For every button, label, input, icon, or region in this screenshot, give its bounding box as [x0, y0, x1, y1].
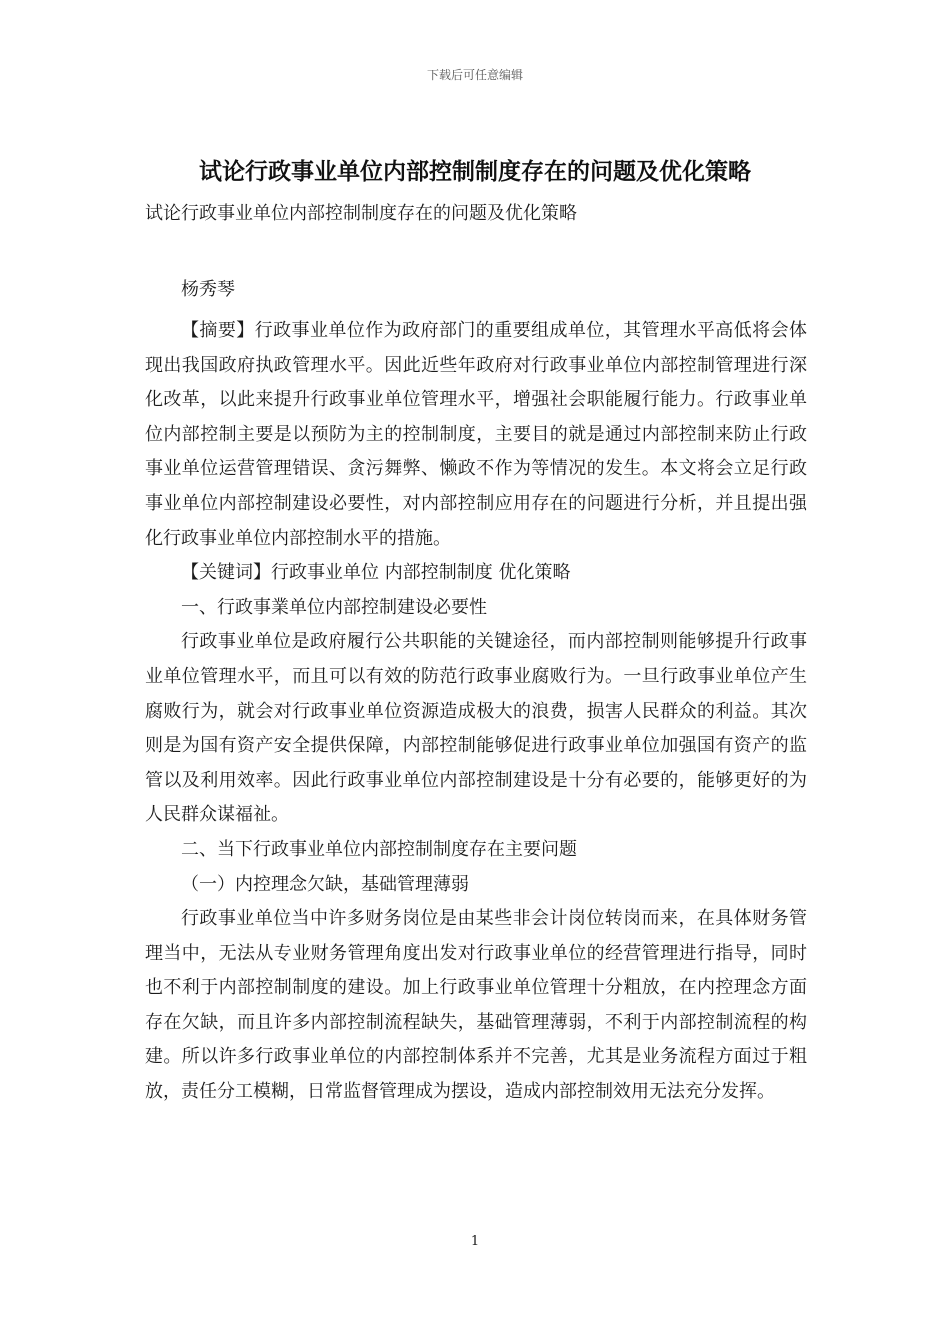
page-title: 试论行政事业单位内部控制制度存在的问题及优化策略	[199, 158, 751, 185]
body-paragraph: 行政事业单位是政府履行公共职能的关键途径，而内部控制则能够提升行政事业单位管理水平，而且可以有效的防范行政事业腐败行为。一旦行政事业单位产生腐败行为，就会对行政事业单位资源造成极大的浪费，损害人民群众的利益。其次则是为国有资产安全提供保障，内部控制能够促进行政事业单位加强国有资产的监管以及利用效率。因此行政事业单位内部控制建设是十分有必要的，能够更好的为人民群众谋福祉。	[145, 631, 807, 826]
document-body	[145, 314, 807, 1110]
author-name: 杨秀琴	[181, 279, 235, 300]
page-number: 1	[470, 1234, 480, 1249]
abstract-paragraph: 【摘要】行政事业单位作为政府部门的重要组成单位，其管理水平高低将会体现出我国政府执政管理水平。因此近些年政府对行政事业单位内部控制管理进行深化改革，以此来提升行政事业单位管理水平，增强社会职能履行能力。行政事业单位内部控制主要是以预防为主的控制制度，主要目的就是通过内部控制来防止行政事业单位运营管理错误、贪污舞弊、懒政不作为等情况的发生。本文将会立足行政事业单位内部控制建设必要性，对内部控制应用存在的问题进行分析，并且提出强化行政事业单位内部控制水平的措施。	[145, 320, 807, 549]
keywords-paragraph: 【关键词】行政事业单位 内部控制制度 优化策略	[181, 562, 571, 584]
section-heading-2: 二、当下行政事业单位内部控制制度存在主要问题	[181, 838, 577, 860]
page-subtitle: 试论行政事业单位内部控制制度存在的问题及优化策略	[145, 203, 577, 224]
section-heading-1: 一、行政事業单位内部控制建设必要性	[181, 596, 487, 618]
body-paragraph: 行政事业单位当中许多财务岗位是由某些非会计岗位转岗而来，在具体财务管理当中，无法从专业财务管理角度出发对行政事业单位的经营管理进行指导，同时也不利于内部控制制度的建设。加上行政事业单位管理十分粗放，在内控理念方面存在欠缺，而且许多内部控制流程缺失，基础管理薄弱，不利于内部控制流程的构建。所以许多行政事业单位的内部控制体系并不完善，尤其是业务流程方面过于粗放，责任分工模糊，日常监督管理成为摆设，造成内部控制效用无法充分发挥。	[145, 908, 807, 1103]
subsection-heading-1: （一）内控理念欠缺，基础管理薄弱	[181, 873, 469, 895]
header-note: 下载后可任意编辑	[426, 68, 523, 82]
